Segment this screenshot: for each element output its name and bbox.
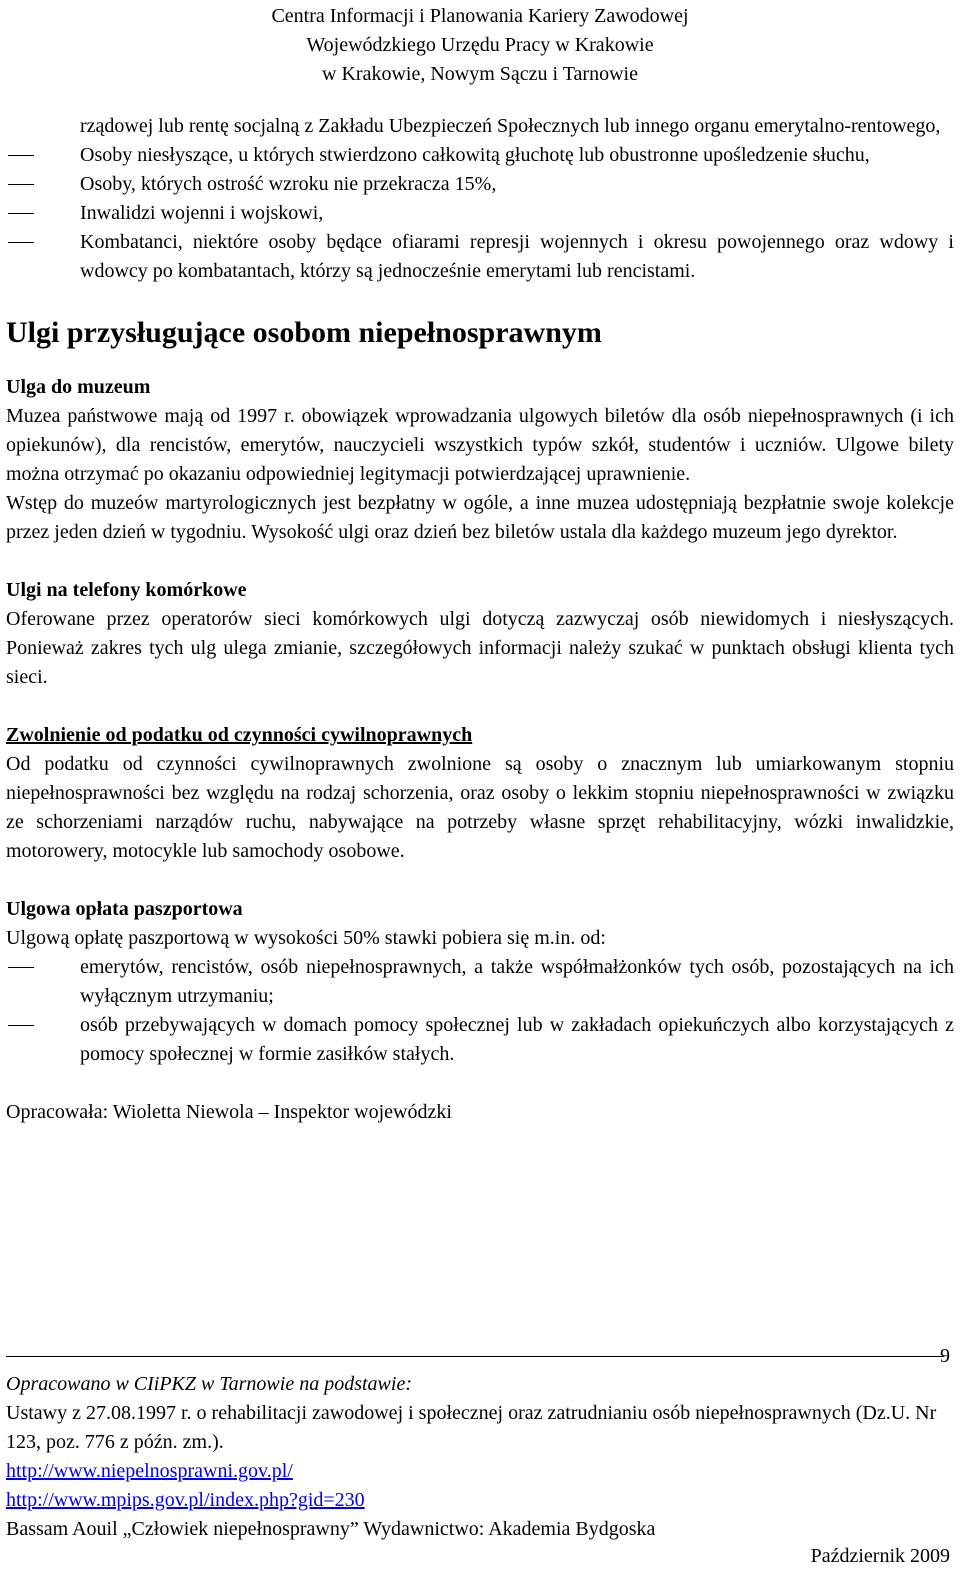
section-title: Ulgi przysługujące osobom niepełnosprawnym bbox=[6, 316, 602, 349]
telefony-paragraph: Oferowane przez operatorów sieci komórkowych ulgi dotyczą zazwyczaj osób niewidomych i niesłyszących. Ponieważ zakres tych ulg ulega zmianie, szczegółowych informacji należy szukać w punktach obsługi klienta tych sieci. bbox=[6, 608, 954, 688]
dash-bullet-icon bbox=[8, 184, 34, 185]
page-footer bbox=[6, 1370, 946, 1544]
muzeum-heading: Ulga do muzeum bbox=[6, 376, 151, 398]
dash-bullet-icon bbox=[8, 242, 34, 243]
list-item: Inwalidzi wojenni i wojskowi, bbox=[6, 199, 954, 228]
list-item: emerytów, rencistów, osób niepełnosprawnych, a także współmałżonków tych osób, pozostających na ich wyłącznym utrzymaniu; bbox=[6, 953, 954, 1011]
dash-bullet-icon bbox=[8, 213, 34, 214]
list-item: osób przebywających w domach pomocy społecznej lub w zakładach opiekuńczych albo korzystających z pomocy społecznej w formie zasiłków stałych. bbox=[6, 1011, 954, 1069]
telefony-heading: Ulgi na telefony komórkowe bbox=[6, 579, 247, 601]
dash-bullet-icon bbox=[8, 155, 34, 156]
list-item: Kombatanci, niektóre osoby będące ofiarami represji wojennych i okresu powojennego oraz wdowy i wdowcy po kombatantach, którzy są jednocześnie emerytami lub rencistami. bbox=[6, 228, 954, 286]
paszport-intro: Ulgową opłatę paszportową w wysokości 50% stawki pobiera się m.in. od: bbox=[6, 927, 606, 949]
podatek-paragraph: Od podatku od czynności cywilnoprawnych zwolnione są osoby o znacznym lub umiarkowanym stopniu niepełnosprawności bez względu na rodzaj schorzenia, oraz osoby o lekkim stopniu niepełnosprawności w związku ze schorzeniami narządów ruchu, nabywające na potrzeby własne sprzęt rehabilitacyjny, wózki inwalidzkie, motorowery, motocykle lub samochody osobowe. bbox=[6, 753, 954, 862]
podatek-heading: Zwolnienie od podatku od czynności cywilnoprawnych bbox=[6, 724, 473, 746]
author-line: Opracowała: Wioletta Niewola – Inspektor wojewódzki bbox=[6, 1101, 452, 1123]
header-line-2: Wojewódzkiego Urzędu Pracy w Krakowie bbox=[306, 34, 654, 56]
page-number: 9 bbox=[940, 1345, 950, 1367]
list-continuation: rządowej lub rentę socjalną z Zakładu Ubezpieczeń Społecznych lub innego organu emerytalno-rentowego, bbox=[80, 115, 941, 137]
dash-bullet-icon bbox=[8, 1025, 34, 1026]
paszport-heading: Ulgowa opłata paszportowa bbox=[6, 898, 243, 920]
page-header bbox=[0, 2, 960, 89]
link-mpips[interactable]: http://www.mpips.gov.pl/index.php?gid=230 bbox=[6, 1489, 365, 1511]
source-1: Ustawy z 27.08.1997 r. o rehabilitacji zawodowej i społecznej oraz zatrudnianiu osób niepełnosprawnych (Dz.U. Nr 123, poz. 776 z późn. zm.). bbox=[6, 1402, 937, 1453]
footer-date: Październik 2009 bbox=[810, 1545, 950, 1567]
document-body bbox=[6, 112, 954, 1127]
link-niepelnosprawni[interactable]: http://www.niepelnosprawni.gov.pl/ bbox=[6, 1460, 293, 1482]
source-label: Opracowano w CIiPKZ w Tarnowie na podstawie: bbox=[6, 1373, 412, 1395]
list-item: Osoby, których ostrość wzroku nie przekracza 15%, bbox=[6, 170, 954, 199]
dash-bullet-icon bbox=[8, 967, 34, 968]
header-line-1: Centra Informacji i Planowania Kariery Zawodowej bbox=[271, 5, 689, 27]
source-2: Bassam Aouil „Człowiek niepełnosprawny” Wydawnictwo: Akademia Bydgoska bbox=[6, 1518, 656, 1540]
header-line-3: w Krakowie, Nowym Sączu i Tarnowie bbox=[322, 63, 638, 85]
list-item: Osoby niesłyszące, u których stwierdzono całkowitą głuchotę lub obustronne upośledzenie słuchu, bbox=[6, 141, 954, 170]
muzeum-paragraph-2: Wstęp do muzeów martyrologicznych jest bezpłatny w ogóle, a inne muzea udostępniają bezpłatnie swoje kolekcje przez jeden dzień w tygodniu. Wysokość ulgi oraz dzień bez biletów ustala dla każdego muzeum jego dyrektor. bbox=[6, 492, 954, 543]
footer-divider bbox=[6, 1356, 944, 1357]
muzeum-paragraph-1: Muzea państwowe mają od 1997 r. obowiązek wprowadzania ulgowych biletów dla osób niepełnosprawnych (i ich opiekunów), dla rencistów, emerytów, nauczycieli wszystkich typów szkół, studentów i uczniów. Ulgowe bilety można otrzymać po okazaniu odpowiedniej legitymacji potwierdzającej uprawnienie. bbox=[6, 405, 954, 485]
